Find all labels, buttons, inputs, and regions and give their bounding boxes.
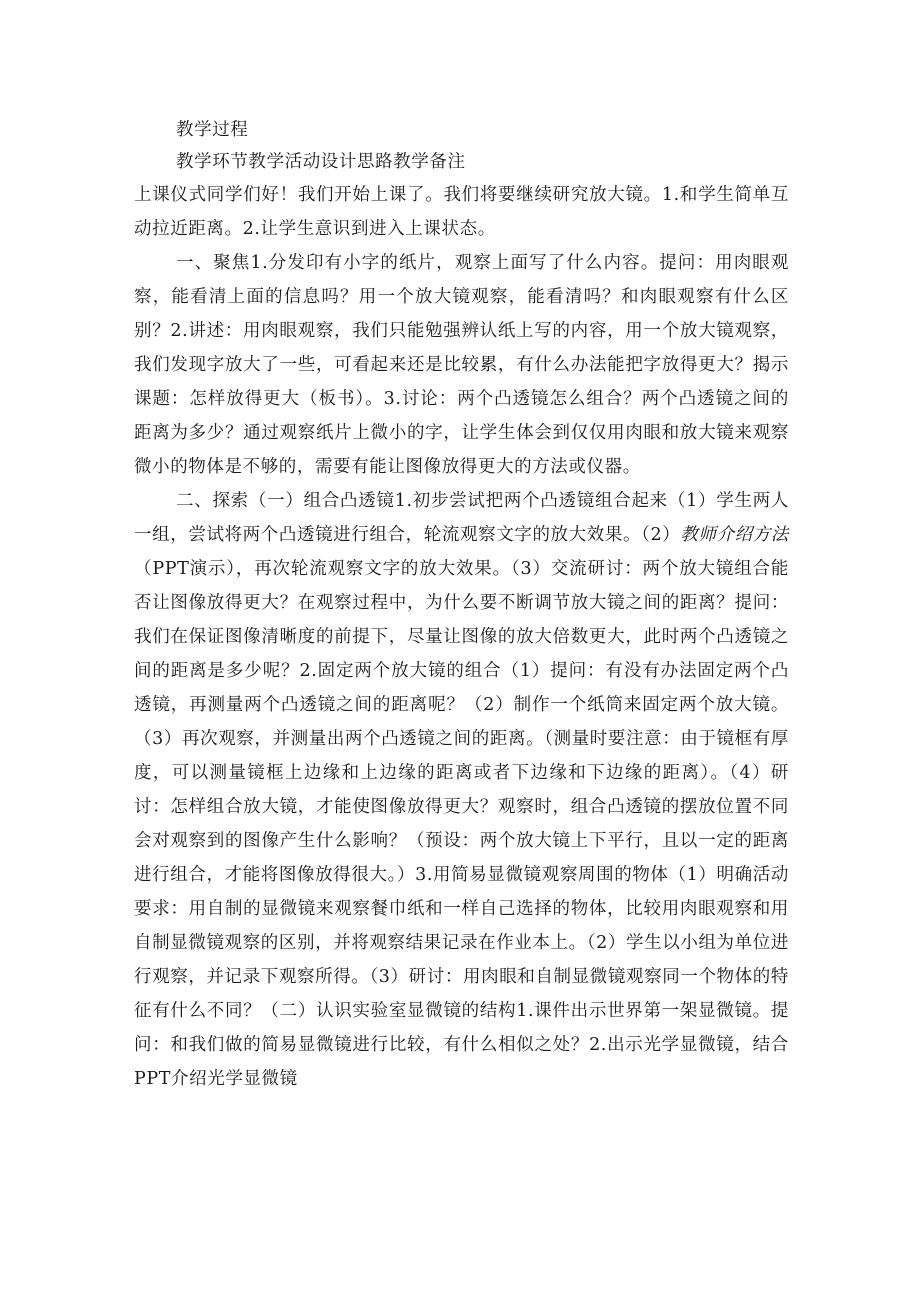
paragraph-class-opening: 上课仪式同学们好！我们开始上课了。我们将要继续研究放大镜。1.和学生简单互动拉近距离。2.让学生意识到进入上课状态。 — [134, 185, 789, 239]
paragraph-explore-part1: 二、探索（一）组合凸透镜1.初步尝试把两个凸透镜组合起来（1）学生两人一组，尝试将两个凸透镜进行组合，轮流观察文字的放大效果。（2） — [134, 491, 789, 545]
paragraph-explore — [134, 484, 789, 1096]
paragraph-explore-part2: （PPT演示），再次轮流观察文字的放大效果。（3）交流研讨：两个放大镜组合能否让图像放得更大？在观察过程中，为什么要不断调节放大镜之间的距离？提问：我们在保证图像清晰度的前提下，尽量让图像的放大倍数更大，此时两个凸透镜之间的距离是多少呢？2.固定两个放大镜的组合（1）提问：有没有办法固定两个凸透镜，再测量两个凸透镜之间的距离呢？（2）制作一个纸筒来固定两个放大镜。（3）再次观察，并测量出两个凸透镜之间的距离。（测量时要注意：由于镜框有厚度，可以测量镜框上边缘和上边缘的距离或者下边缘和下边缘的距离）。（4）研讨：怎样组合放大镜，才能使图像放得更大？观察时，组合凸透镜的摆放位置不同会对观察到的图像产生什么影响？（预设：两个放大镜上下平行，且以一定的距离进行组合，才能将图像放得很大。）3.用简易显微镜观察周围的物体（1）明确活动要求：用自制的显微镜来观察餐巾纸和一样自己选择的物体，比较用肉眼观察和用自制显微镜观察的区别，并将观察结果记录在作业本上。（2）学生以小组为单位进行观察，并记录下观察所得。（3）研讨：用肉眼和自制显微镜观察同一个物体的特征有什么不同？（二）认识实验室显微镜的结构1.课件出示世界第一架显微镜。提问：和我们做的简易显微镜进行比较，有什么相似之处？2.出示光学显微镜，结合PPT介绍光学显微镜 — [134, 559, 789, 1089]
section-heading: 教学过程 — [176, 120, 249, 140]
document-body — [134, 114, 789, 1096]
table-header-row: 教学环节教学活动设计思路教学备注 — [176, 152, 466, 172]
paragraph-explore-italic: 教师介绍方法 — [680, 525, 789, 545]
paragraph-focus: 一、聚焦1.分发印有小字的纸片，观察上面写了什么内容。提问：用肉眼观察，能看清上面的信息吗？用一个放大镜观察，能看清吗？和肉眼观察有什么区别？2.讲述：用肉眼观察，我们只能勉强辨认纸上写的内容，用一个放大镜观察，我们发现字放大了一些，可看起来还是比较累，有什么办法能把字放得更大？揭示课题：怎样放得更大（板书）。3.讨论：两个凸透镜怎么组合？两个凸透镜之间的距离为多少？通过观察纸片上微小的字，让学生体会到仅仅用肉眼和放大镜来观察微小的物体是不够的，需要有能让图像放得更大的方法或仪器。 — [134, 253, 789, 477]
